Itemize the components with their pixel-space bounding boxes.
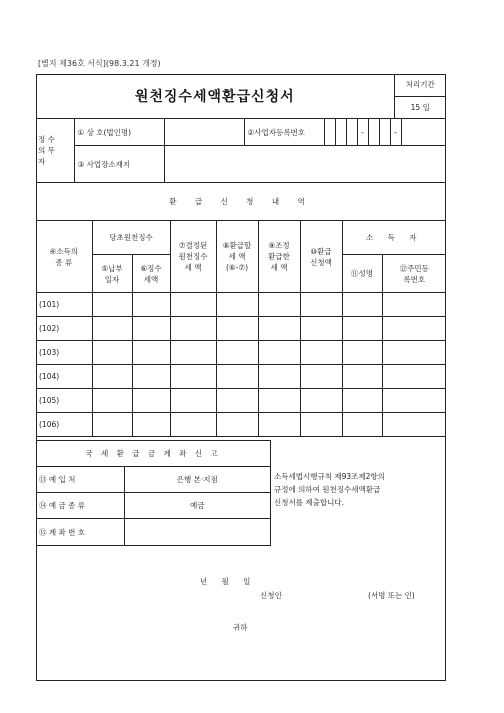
row-code: (104) (36, 365, 92, 389)
cell[interactable] (300, 317, 342, 341)
table-row (36, 293, 446, 317)
bizno-separator: - (390, 119, 401, 146)
col-refund-request: ⑩환급 신청액 (300, 221, 342, 293)
bizno-label: ②사업자등록번호 (244, 119, 324, 146)
col-payment-date: ⑤납부 일자 (92, 255, 132, 293)
col-determined-tax: ⑦결정된 원천징수 세 액 (170, 221, 216, 293)
bizno-box[interactable] (324, 119, 335, 146)
cell[interactable] (132, 389, 170, 413)
cell[interactable] (258, 413, 300, 437)
cell[interactable] (300, 341, 342, 365)
cell[interactable] (342, 413, 382, 437)
cell[interactable] (132, 293, 170, 317)
cell[interactable] (382, 365, 446, 389)
deposit-type-field[interactable]: 예금 (124, 493, 271, 519)
cell[interactable] (92, 365, 132, 389)
row-code: (105) (36, 389, 92, 413)
withholder-label: 징 수 의 무 자 (36, 119, 74, 183)
applicant-label: 신청인 (260, 591, 282, 600)
cell[interactable] (92, 341, 132, 365)
recipient-label: 귀하 (233, 623, 248, 632)
table-row (36, 317, 446, 341)
col-income-earner: 소 득 자 (342, 221, 446, 255)
cell[interactable] (92, 293, 132, 317)
bizno-box[interactable] (401, 119, 446, 146)
row-code: (101) (36, 293, 92, 317)
cell[interactable] (258, 365, 300, 389)
col-adjusted-refund: ⑨조정 환급한 세 액 (258, 221, 300, 293)
account-number-label: ⑮ 계 좌 번 호 (36, 519, 124, 546)
processing-period-value: 15 일 (394, 96, 446, 118)
title-table (36, 74, 446, 119)
col-refundable-tax: ⑧환급할 세 액 (⑥-⑦) (216, 221, 258, 293)
col-income-type: ④소득의 종 류 (36, 221, 92, 293)
form-title-text: 원천징수세액환급신청서 (134, 88, 295, 105)
cell[interactable] (342, 341, 382, 365)
form-number-note: [별지 제36호 서식](98.3.21 개정) (38, 59, 161, 68)
bank-label: ⑬ 예 입 처 (36, 467, 124, 493)
cell[interactable] (170, 293, 216, 317)
cell[interactable] (216, 365, 258, 389)
date-line: 년 월 일 (200, 577, 251, 586)
row-code: (102) (36, 317, 92, 341)
withholder-table (36, 118, 446, 183)
cell[interactable] (342, 389, 382, 413)
company-name-label: ① 상 호(법인명) (74, 119, 164, 146)
row-code: (106) (36, 413, 92, 437)
cell[interactable] (132, 365, 170, 389)
company-name-field[interactable] (164, 119, 244, 146)
cell[interactable] (258, 389, 300, 413)
cell[interactable] (170, 317, 216, 341)
cell[interactable] (92, 413, 132, 437)
cell[interactable] (258, 293, 300, 317)
account-title: 국 세 환 급 금 계 좌 신 고 (36, 441, 271, 467)
cell[interactable] (216, 293, 258, 317)
refund-detail-table (36, 182, 446, 437)
col-withheld-tax: ⑥징수 세액 (132, 255, 170, 293)
cell[interactable] (216, 413, 258, 437)
section-title: 환 급 신 청 내 역 (36, 183, 446, 221)
account-table (36, 440, 271, 546)
cell[interactable] (300, 293, 342, 317)
account-number-field[interactable] (124, 519, 271, 546)
bizno-box[interactable] (335, 119, 346, 146)
cell[interactable] (216, 341, 258, 365)
table-row (36, 389, 446, 413)
cell[interactable] (216, 317, 258, 341)
cell[interactable] (170, 365, 216, 389)
cell[interactable] (92, 317, 132, 341)
cell[interactable] (258, 317, 300, 341)
deposit-type-label: ⑭ 예 금 종 류 (36, 493, 124, 519)
cell[interactable] (342, 365, 382, 389)
cell[interactable] (300, 413, 342, 437)
cell[interactable] (170, 389, 216, 413)
cell[interactable] (92, 389, 132, 413)
cell[interactable] (300, 389, 342, 413)
statement-text: 소득세법시행규칙 제93조제2항의 규정에 의하여 원천징수세액환급 신청서를 제출합니다. (274, 472, 385, 507)
address-label: ③ 사업장소재지 (74, 146, 164, 183)
table-row (36, 413, 446, 437)
cell[interactable] (132, 317, 170, 341)
cell[interactable] (342, 317, 382, 341)
form-title (36, 74, 394, 118)
processing-period-label: 처리기간 (394, 74, 446, 96)
cell[interactable] (382, 413, 446, 437)
bizno-box[interactable] (368, 119, 379, 146)
col-resident-number: ⑫주민등 록번호 (382, 255, 446, 293)
cell[interactable] (170, 413, 216, 437)
cell[interactable] (382, 341, 446, 365)
address-field[interactable] (164, 146, 446, 183)
cell[interactable] (132, 413, 170, 437)
cell[interactable] (216, 389, 258, 413)
bizno-separator: - (357, 119, 368, 146)
cell[interactable] (258, 341, 300, 365)
cell[interactable] (132, 341, 170, 365)
cell[interactable] (382, 389, 446, 413)
cell[interactable] (382, 293, 446, 317)
col-original-withholding: 당초원천징수 (92, 221, 170, 255)
cell[interactable] (170, 341, 216, 365)
col-earner-name: ⑪성명 (342, 255, 382, 293)
cell[interactable] (342, 293, 382, 317)
bizno-box[interactable] (346, 119, 357, 146)
bank-field[interactable]: 은행 본·지점 (124, 467, 271, 493)
row-code: (103) (36, 341, 92, 365)
signature-note: (서명 또는 인) (368, 591, 415, 600)
table-row (36, 341, 446, 365)
cell[interactable] (300, 365, 342, 389)
table-row (36, 365, 446, 389)
bizno-box[interactable] (379, 119, 390, 146)
cell[interactable] (382, 317, 446, 341)
